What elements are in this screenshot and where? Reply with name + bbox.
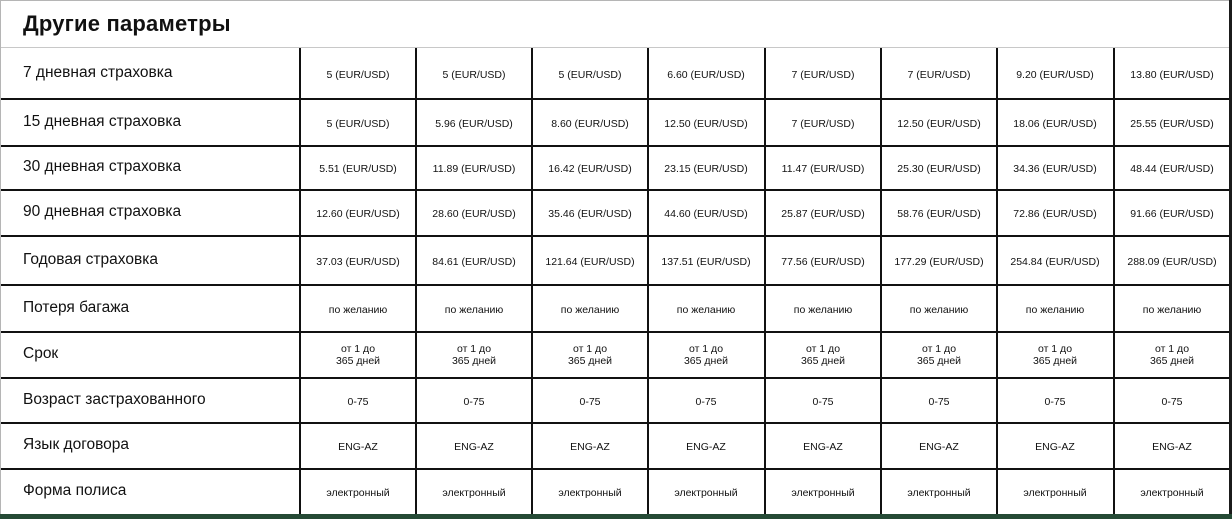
value-cell: электронный xyxy=(791,487,855,499)
table-row xyxy=(1,190,1230,236)
value-cell: 12.50 (EUR/USD) xyxy=(664,118,748,130)
value-cell: 7 (EUR/USD) xyxy=(907,69,971,81)
value-cell: 7 (EUR/USD) xyxy=(791,69,855,81)
value-cell: 25.55 (EUR/USD) xyxy=(1130,118,1214,130)
value-cell: от 1 до 365 дней xyxy=(335,343,381,367)
value-cell: ENG-AZ xyxy=(570,441,610,453)
value-cell: 9.20 (EUR/USD) xyxy=(1016,69,1094,81)
value-cell: 0-75 xyxy=(928,396,950,408)
bottom-edge-bar xyxy=(0,514,1232,519)
value-cell: 5.51 (EUR/USD) xyxy=(319,163,397,175)
value-cell: 288.09 (EUR/USD) xyxy=(1127,256,1217,268)
value-cell: по желанию xyxy=(1025,304,1085,316)
value-cell: по желанию xyxy=(444,304,504,316)
value-cell: 23.15 (EUR/USD) xyxy=(664,163,748,175)
value-cell: 254.84 (EUR/USD) xyxy=(1010,256,1100,268)
table-row xyxy=(1,378,1230,423)
table-row xyxy=(1,332,1230,378)
row-label: Потеря багажа xyxy=(23,299,130,316)
value-cell: от 1 до 365 дней xyxy=(451,343,497,367)
row-label: 15 дневная страховка xyxy=(23,113,182,130)
table-row xyxy=(1,99,1230,146)
value-cell: 37.03 (EUR/USD) xyxy=(316,256,400,268)
panel-title: Другие параметры xyxy=(23,11,231,36)
table-row xyxy=(1,423,1230,469)
parameters-table xyxy=(1,48,1230,515)
panel-header xyxy=(1,1,1230,48)
value-cell: 35.46 (EUR/USD) xyxy=(548,208,632,220)
value-cell: 137.51 (EUR/USD) xyxy=(661,256,751,268)
value-cell: ENG-AZ xyxy=(338,441,378,453)
value-cell: от 1 до 365 дней xyxy=(800,343,846,367)
value-cell: 12.50 (EUR/USD) xyxy=(897,118,981,130)
value-cell: 8.60 (EUR/USD) xyxy=(551,118,629,130)
row-label: Годовая страховка xyxy=(23,251,158,268)
value-cell: 28.60 (EUR/USD) xyxy=(432,208,516,220)
value-cell: 11.47 (EUR/USD) xyxy=(781,163,865,175)
value-cell: электронный xyxy=(674,487,738,499)
value-cell: ENG-AZ xyxy=(803,441,843,453)
value-cell: 48.44 (EUR/USD) xyxy=(1130,163,1214,175)
value-cell: по желанию xyxy=(328,304,388,316)
value-cell: 5 (EUR/USD) xyxy=(326,69,390,81)
value-cell: 58.76 (EUR/USD) xyxy=(897,208,981,220)
table-row xyxy=(1,469,1230,515)
value-cell: электронный xyxy=(558,487,622,499)
table-row xyxy=(1,48,1230,99)
value-cell: 6.60 (EUR/USD) xyxy=(667,69,745,81)
row-label: Срок xyxy=(23,345,59,362)
value-cell: электронный xyxy=(1140,487,1204,499)
row-label: Возраст застрахованного xyxy=(23,391,206,408)
value-cell: 34.36 (EUR/USD) xyxy=(1013,163,1097,175)
value-cell: 0-75 xyxy=(463,396,485,408)
value-cell: 16.42 (EUR/USD) xyxy=(548,163,632,175)
value-cell: 5 (EUR/USD) xyxy=(442,69,506,81)
value-cell: электронный xyxy=(442,487,506,499)
value-cell: 5 (EUR/USD) xyxy=(558,69,622,81)
value-cell: от 1 до 365 дней xyxy=(916,343,962,367)
value-cell: 0-75 xyxy=(347,396,369,408)
value-cell: электронный xyxy=(1023,487,1087,499)
value-cell: 0-75 xyxy=(1161,396,1183,408)
value-cell: ENG-AZ xyxy=(919,441,959,453)
value-cell: ENG-AZ xyxy=(454,441,494,453)
value-cell: 77.56 (EUR/USD) xyxy=(781,256,865,268)
value-cell: 11.89 (EUR/USD) xyxy=(432,163,516,175)
value-cell: 121.64 (EUR/USD) xyxy=(545,256,635,268)
value-cell: по желанию xyxy=(909,304,969,316)
value-cell: электронный xyxy=(326,487,390,499)
value-cell: 13.80 (EUR/USD) xyxy=(1130,69,1214,81)
value-cell: 0-75 xyxy=(579,396,601,408)
value-cell: 72.86 (EUR/USD) xyxy=(1013,208,1097,220)
value-cell: 0-75 xyxy=(1044,396,1066,408)
value-cell: 5 (EUR/USD) xyxy=(326,118,390,130)
value-cell: от 1 до 365 дней xyxy=(1149,343,1195,367)
table-row xyxy=(1,285,1230,332)
table-row xyxy=(1,146,1230,190)
row-label: 90 дневная страховка xyxy=(23,203,182,220)
value-cell: от 1 до 365 дней xyxy=(567,343,613,367)
value-cell: от 1 до 365 дней xyxy=(1032,343,1078,367)
value-cell: 0-75 xyxy=(812,396,834,408)
value-cell: ENG-AZ xyxy=(1035,441,1075,453)
row-label: Язык договора xyxy=(23,436,130,453)
row-label: 7 дневная страховка xyxy=(23,64,173,81)
value-cell: 84.61 (EUR/USD) xyxy=(432,256,516,268)
value-cell: по желанию xyxy=(793,304,853,316)
value-cell: 18.06 (EUR/USD) xyxy=(1013,118,1097,130)
value-cell: электронный xyxy=(907,487,971,499)
table-row xyxy=(1,236,1230,285)
value-cell: 25.87 (EUR/USD) xyxy=(781,208,865,220)
value-cell: 44.60 (EUR/USD) xyxy=(664,208,748,220)
value-cell: от 1 до 365 дней xyxy=(683,343,729,367)
value-cell: по желанию xyxy=(676,304,736,316)
value-cell: 5.96 (EUR/USD) xyxy=(435,118,513,130)
value-cell: ENG-AZ xyxy=(1152,441,1192,453)
row-label: Форма полиса xyxy=(23,482,127,499)
value-cell: 12.60 (EUR/USD) xyxy=(316,208,400,220)
value-cell: по желанию xyxy=(560,304,620,316)
value-cell: 25.30 (EUR/USD) xyxy=(897,163,981,175)
value-cell: ENG-AZ xyxy=(686,441,726,453)
value-cell: 91.66 (EUR/USD) xyxy=(1130,208,1214,220)
value-cell: 0-75 xyxy=(695,396,717,408)
row-label: 30 дневная страховка xyxy=(23,158,182,175)
value-cell: 7 (EUR/USD) xyxy=(791,118,855,130)
value-cell: 177.29 (EUR/USD) xyxy=(894,256,984,268)
value-cell: по желанию xyxy=(1142,304,1202,316)
